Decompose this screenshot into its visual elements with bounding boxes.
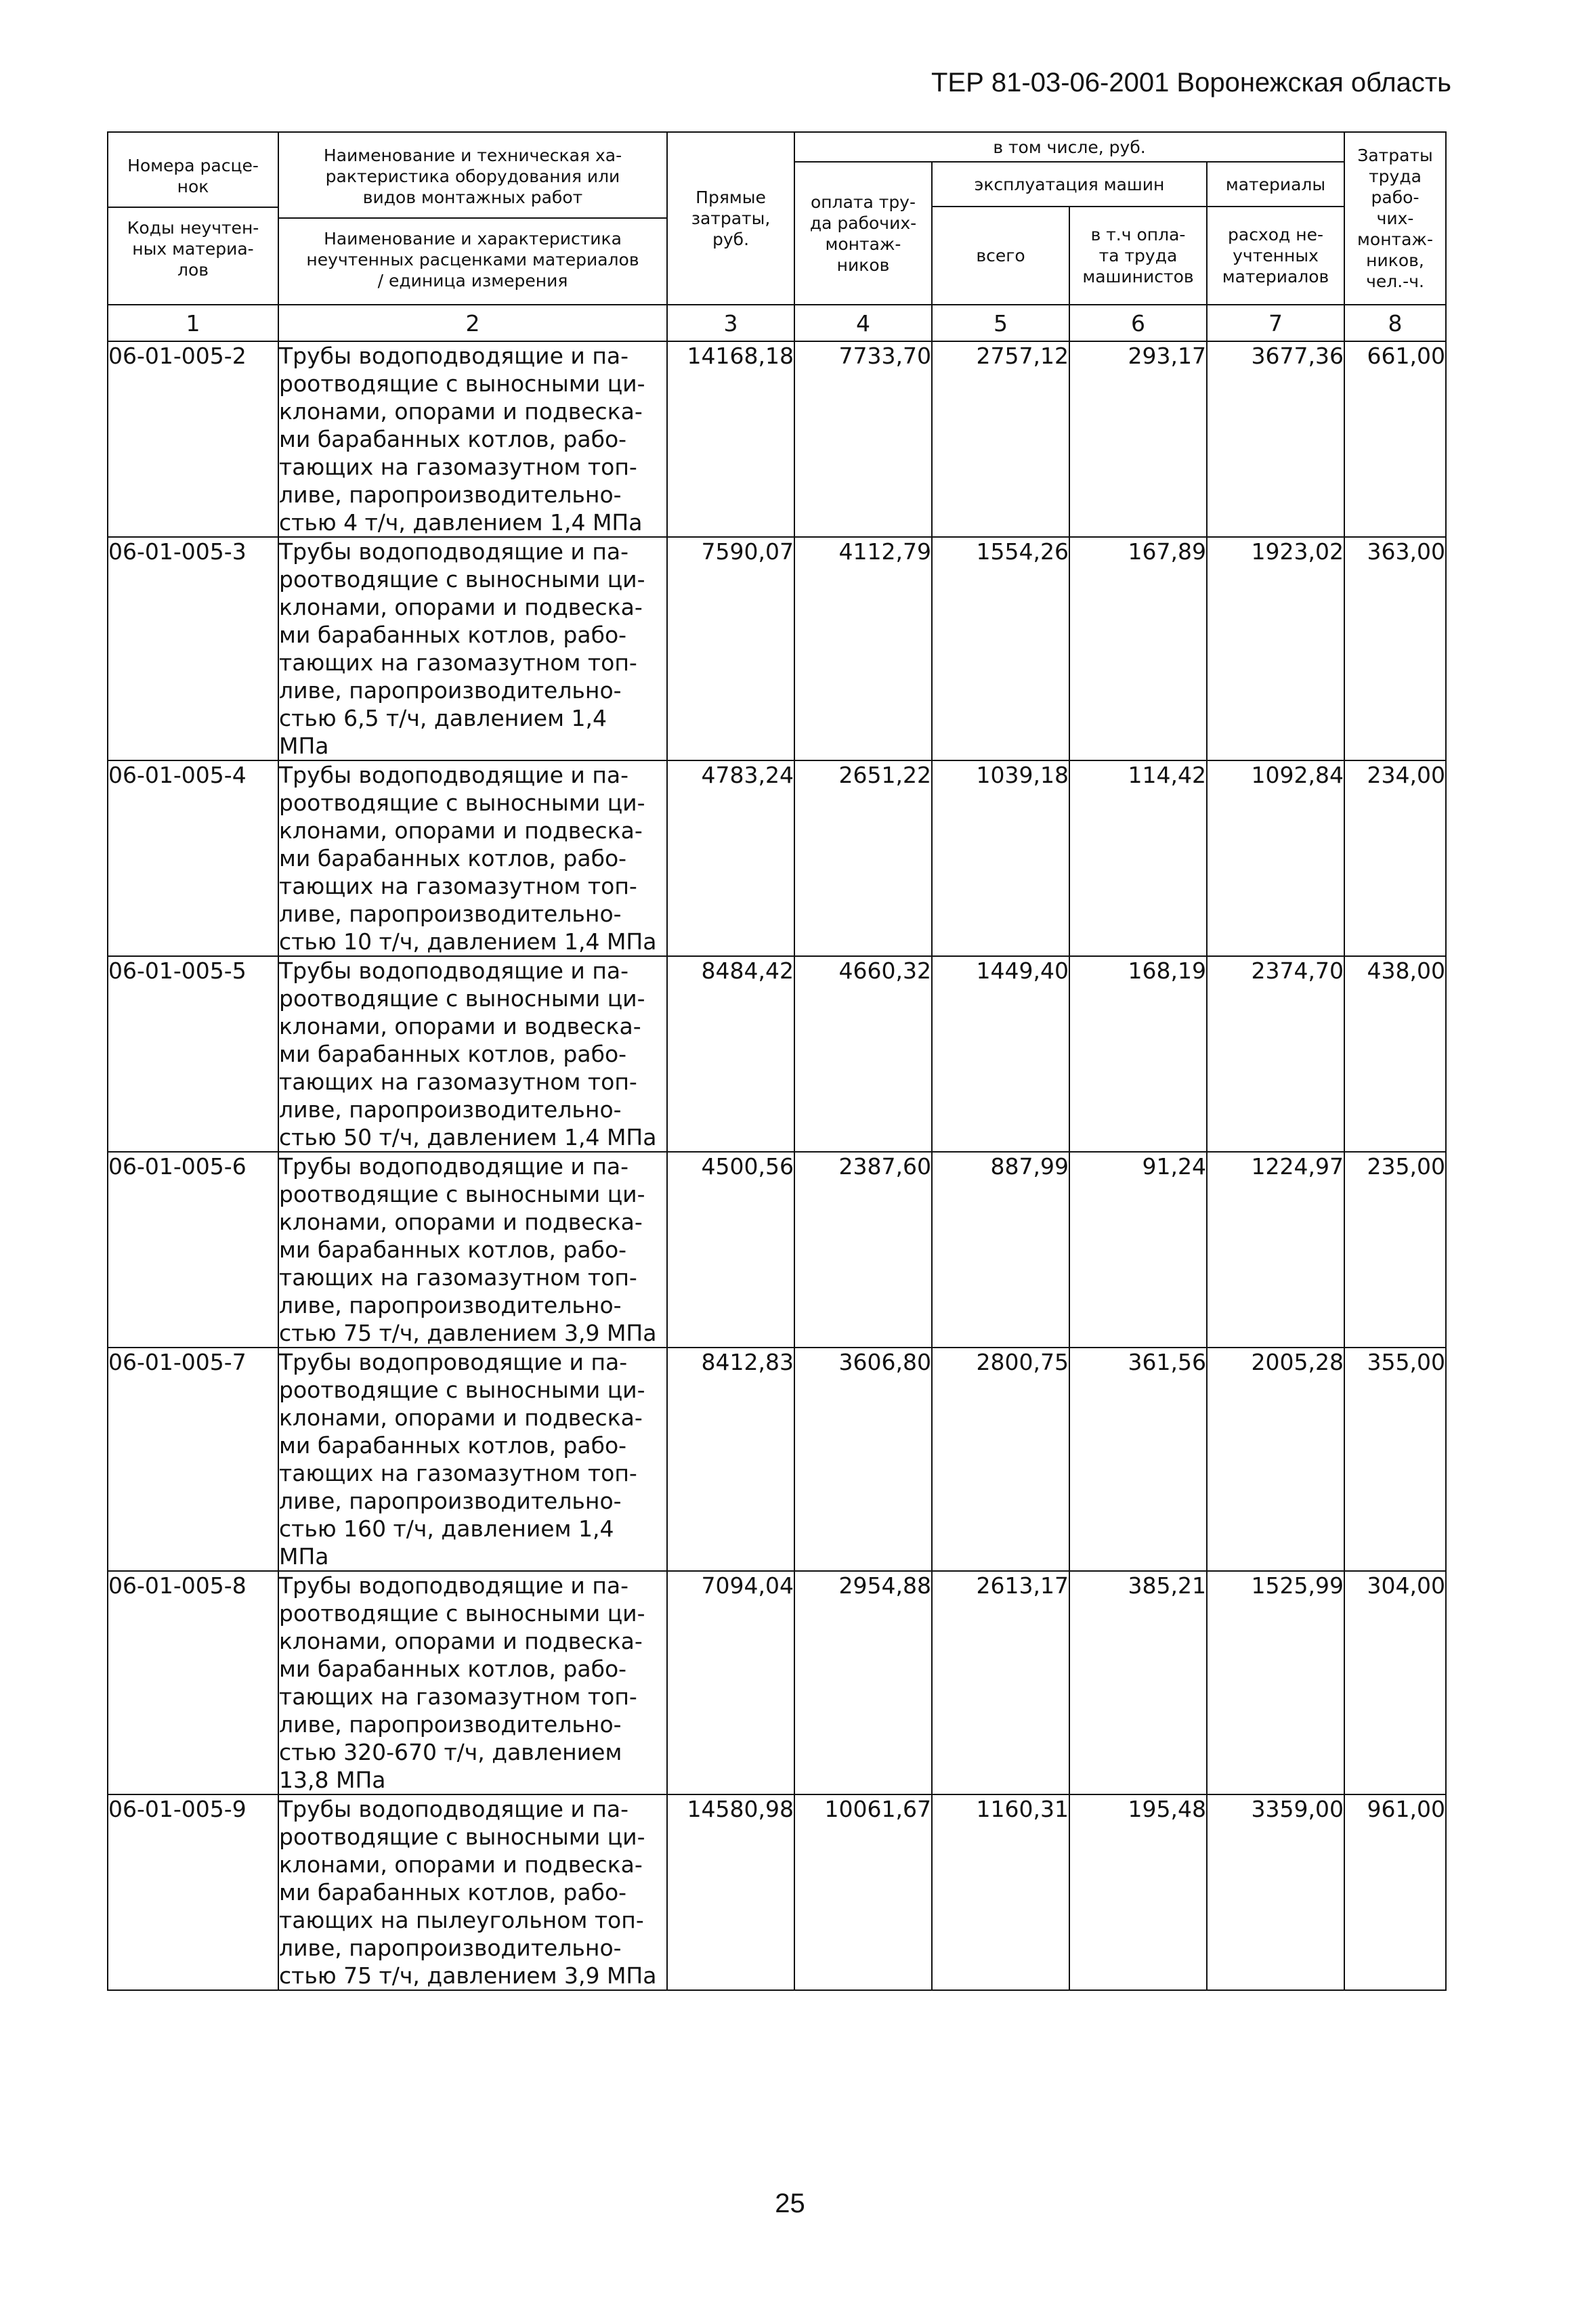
work-description-cell bbox=[278, 537, 667, 760]
description-line: тающих на газомазутном топ- bbox=[279, 649, 637, 676]
header-machinists-pay: в т.ч опла- та труда машинистов bbox=[1069, 207, 1207, 305]
materials-cell: 1092,84 bbox=[1207, 760, 1344, 956]
column-number: 8 bbox=[1344, 305, 1446, 341]
description-line: стью 160 т/ч, давлением 1,4 bbox=[279, 1515, 614, 1542]
direct-costs-cell: 8412,83 bbox=[667, 1348, 794, 1571]
column-number: 4 bbox=[794, 305, 932, 341]
machinists-pay-cell: 168,19 bbox=[1069, 956, 1207, 1152]
machinists-pay-cell: 385,21 bbox=[1069, 1571, 1207, 1794]
description-line: ливе, паропроизводительно- bbox=[279, 1935, 622, 1961]
header-col2-top: Наименование и техническая ха- рактеристика оборудования или видов монтажных работ bbox=[279, 139, 666, 219]
machinists-pay-cell: 114,42 bbox=[1069, 760, 1207, 956]
description-line: клонами, опорами и водвеска- bbox=[279, 1013, 641, 1039]
description-line: Трубы водоподводящие и па- bbox=[279, 538, 629, 565]
description-line: ливе, паропроизводительно- bbox=[279, 1096, 622, 1123]
header-including-group: в том числе, руб. bbox=[794, 132, 1344, 162]
machines-total-cell: 2800,75 bbox=[932, 1348, 1069, 1571]
description-line: роотводящие с выносными ци- bbox=[279, 790, 645, 816]
table-row bbox=[108, 1152, 1446, 1348]
description-line: роотводящие с выносными ци- bbox=[279, 1600, 645, 1627]
description-line: тающих на газомазутном топ- bbox=[279, 1683, 637, 1710]
description-line: роотводящие с выносными ци- bbox=[279, 985, 645, 1012]
table-row bbox=[108, 341, 1446, 537]
rate-code-cell: 06-01-005-3 bbox=[108, 537, 278, 760]
description-line: клонами, опорами и подвеска- bbox=[279, 1209, 643, 1235]
description-line: ми барабанных котлов, рабо- bbox=[279, 1041, 627, 1067]
labor-hours-cell: 363,00 bbox=[1344, 537, 1446, 760]
description-line: тающих на пылеугольном топ- bbox=[279, 1907, 644, 1933]
description-line: ливе, паропроизводительно- bbox=[279, 481, 622, 508]
description-line: клонами, опорами и подвеска- bbox=[279, 817, 643, 844]
description-line: тающих на газомазутном топ- bbox=[279, 454, 637, 480]
machinists-pay-cell: 195,48 bbox=[1069, 1794, 1207, 1990]
description-line: стью 75 т/ч, давлением 3,9 МПа bbox=[279, 1320, 657, 1346]
description-line: ливе, паропроизводительно- bbox=[279, 1488, 622, 1514]
header-col1-top: Номера расце- нок bbox=[108, 150, 278, 208]
labor-pay-cell: 4660,32 bbox=[794, 956, 932, 1152]
labor-pay-cell: 3606,80 bbox=[794, 1348, 932, 1571]
description-line: 13,8 МПа bbox=[279, 1767, 386, 1793]
column-number: 5 bbox=[932, 305, 1069, 341]
table-row bbox=[108, 956, 1446, 1152]
rate-code-cell: 06-01-005-5 bbox=[108, 956, 278, 1152]
description-line: стью 50 т/ч, давлением 1,4 МПа bbox=[279, 1124, 657, 1150]
materials-cell: 3359,00 bbox=[1207, 1794, 1344, 1990]
table-row bbox=[108, 1348, 1446, 1571]
description-line: клонами, опорами и подвеска- bbox=[279, 594, 643, 620]
labor-hours-cell: 235,00 bbox=[1344, 1152, 1446, 1348]
description-line: Трубы водоподводящие и па- bbox=[279, 957, 629, 984]
work-description-cell bbox=[278, 760, 667, 956]
description-line: стью 6,5 т/ч, давлением 1,4 bbox=[279, 705, 607, 731]
machinists-pay-cell: 167,89 bbox=[1069, 537, 1207, 760]
work-description-cell bbox=[278, 1571, 667, 1794]
labor-pay-cell: 4112,79 bbox=[794, 537, 932, 760]
rate-code-cell: 06-01-005-7 bbox=[108, 1348, 278, 1571]
materials-cell: 3677,36 bbox=[1207, 341, 1344, 537]
machines-total-cell: 2613,17 bbox=[932, 1571, 1069, 1794]
labor-hours-cell: 355,00 bbox=[1344, 1348, 1446, 1571]
column-number: 7 bbox=[1207, 305, 1344, 341]
work-description-cell bbox=[278, 1152, 667, 1348]
description-line: тающих на газомазутном топ- bbox=[279, 1069, 637, 1095]
materials-cell: 1224,97 bbox=[1207, 1152, 1344, 1348]
table-row bbox=[108, 760, 1446, 956]
description-line: ми барабанных котлов, рабо- bbox=[279, 622, 627, 648]
work-description-cell bbox=[278, 1794, 667, 1990]
direct-costs-cell: 4783,24 bbox=[667, 760, 794, 956]
table-row bbox=[108, 537, 1446, 760]
machines-total-cell: 887,99 bbox=[932, 1152, 1069, 1348]
description-line: роотводящие с выносными ци- bbox=[279, 1377, 645, 1403]
labor-hours-cell: 438,00 bbox=[1344, 956, 1446, 1152]
page-number: 25 bbox=[775, 2189, 805, 2218]
machinists-pay-cell: 91,24 bbox=[1069, 1152, 1207, 1348]
machines-total-cell: 2757,12 bbox=[932, 341, 1069, 537]
description-line: ливе, паропроизводительно- bbox=[279, 901, 622, 927]
description-line: стью 4 т/ч, давлением 1,4 МПа bbox=[279, 509, 643, 536]
header-unaccounted-materials: расход не- учтенных материалов bbox=[1207, 207, 1344, 305]
labor-pay-cell: 2651,22 bbox=[794, 760, 932, 956]
direct-costs-cell: 14580,98 bbox=[667, 1794, 794, 1990]
description-line: ливе, паропроизводительно- bbox=[279, 1292, 622, 1318]
header-col2-bottom: Наименование и характеристика неучтенных расценками материалов / единица измерения bbox=[306, 228, 639, 290]
rate-code-cell: 06-01-005-4 bbox=[108, 760, 278, 956]
machines-total-cell: 1554,26 bbox=[932, 537, 1069, 760]
rate-code-cell: 06-01-005-2 bbox=[108, 341, 278, 537]
direct-costs-cell: 4500,56 bbox=[667, 1152, 794, 1348]
header-machines-group: эксплуатация машин bbox=[932, 162, 1207, 207]
description-line: стью 320-670 т/ч, давлением bbox=[279, 1739, 622, 1765]
column-number: 2 bbox=[278, 305, 667, 341]
table-row bbox=[108, 1571, 1446, 1794]
document-title: ТЕР 81-03-06-2001 Воронежская область bbox=[931, 68, 1451, 98]
description-line: ми барабанных котлов, рабо- bbox=[279, 1656, 627, 1682]
header-materials-group: материалы bbox=[1207, 162, 1344, 207]
description-line: роотводящие с выносными ци- bbox=[279, 370, 645, 397]
description-line: Трубы водоподводящие и па- bbox=[279, 1153, 629, 1180]
description-line: клонами, опорами и подвеска- bbox=[279, 1628, 643, 1654]
description-line: ми барабанных котлов, рабо- bbox=[279, 845, 627, 872]
description-line: стью 75 т/ч, давлением 3,9 МПа bbox=[279, 1962, 657, 1989]
header-labor-pay: оплата тру- да рабочих- монтаж- ников bbox=[794, 162, 932, 305]
materials-cell: 2005,28 bbox=[1207, 1348, 1344, 1571]
column-number: 1 bbox=[108, 305, 278, 341]
labor-hours-cell: 961,00 bbox=[1344, 1794, 1446, 1990]
header-col1 bbox=[108, 132, 278, 305]
header-col2 bbox=[278, 132, 667, 305]
labor-pay-cell: 7733,70 bbox=[794, 341, 932, 537]
rates-table bbox=[107, 131, 1447, 1991]
description-line: тающих на газомазутном топ- bbox=[279, 873, 637, 899]
description-line: роотводящие с выносными ци- bbox=[279, 1824, 645, 1850]
machines-total-cell: 1039,18 bbox=[932, 760, 1069, 956]
machines-total-cell: 1160,31 bbox=[932, 1794, 1069, 1990]
labor-pay-cell: 2387,60 bbox=[794, 1152, 932, 1348]
description-line: ми барабанных котлов, рабо- bbox=[279, 1236, 627, 1263]
description-line: ливе, паропроизводительно- bbox=[279, 1711, 622, 1738]
description-line: Трубы водоподводящие и па- bbox=[279, 1796, 629, 1822]
rate-code-cell: 06-01-005-8 bbox=[108, 1571, 278, 1794]
rate-code-cell: 06-01-005-9 bbox=[108, 1794, 278, 1990]
description-line: тающих на газомазутном топ- bbox=[279, 1460, 637, 1486]
description-line: Трубы водоподводящие и па- bbox=[279, 762, 629, 788]
materials-cell: 1923,02 bbox=[1207, 537, 1344, 760]
description-line: стью 10 т/ч, давлением 1,4 МПа bbox=[279, 928, 657, 955]
header-machines-total: всего bbox=[932, 207, 1069, 305]
labor-hours-cell: 304,00 bbox=[1344, 1571, 1446, 1794]
description-line: МПа bbox=[279, 1543, 329, 1570]
description-line: ливе, паропроизводительно- bbox=[279, 677, 622, 704]
materials-cell: 1525,99 bbox=[1207, 1571, 1344, 1794]
direct-costs-cell: 7094,04 bbox=[667, 1571, 794, 1794]
description-line: клонами, опорами и подвеска- bbox=[279, 1404, 643, 1431]
direct-costs-cell: 14168,18 bbox=[667, 341, 794, 537]
description-line: клонами, опорами и подвеска- bbox=[279, 398, 643, 425]
header-labor-hours: Затраты труда рабо- чих- монтаж- ников, чел.-ч. bbox=[1344, 132, 1446, 305]
description-line: Трубы водоподводящие и па- bbox=[279, 343, 629, 369]
header-direct-costs: Прямые затраты, руб. bbox=[667, 132, 794, 305]
direct-costs-cell: 7590,07 bbox=[667, 537, 794, 760]
description-line: Трубы водоподводящие и па- bbox=[279, 1572, 629, 1599]
machinists-pay-cell: 293,17 bbox=[1069, 341, 1207, 537]
labor-pay-cell: 2954,88 bbox=[794, 1571, 932, 1794]
direct-costs-cell: 8484,42 bbox=[667, 956, 794, 1152]
description-line: Трубы водопроводящие и па- bbox=[279, 1349, 628, 1375]
column-numbers-row bbox=[108, 305, 1446, 341]
materials-cell: 2374,70 bbox=[1207, 956, 1344, 1152]
column-number: 3 bbox=[667, 305, 794, 341]
column-number: 6 bbox=[1069, 305, 1207, 341]
work-description-cell bbox=[278, 956, 667, 1152]
machines-total-cell: 1449,40 bbox=[932, 956, 1069, 1152]
header-col1-bottom: Коды неучтен- ных материа- лов bbox=[127, 218, 259, 280]
rate-code-cell: 06-01-005-6 bbox=[108, 1152, 278, 1348]
description-line: тающих на газомазутном топ- bbox=[279, 1264, 637, 1291]
work-description-cell bbox=[278, 1348, 667, 1571]
description-line: ми барабанных котлов, рабо- bbox=[279, 1879, 627, 1906]
description-line: роотводящие с выносными ци- bbox=[279, 566, 645, 593]
labor-hours-cell: 661,00 bbox=[1344, 341, 1446, 537]
labor-pay-cell: 10061,67 bbox=[794, 1794, 932, 1990]
description-line: ми барабанных котлов, рабо- bbox=[279, 426, 627, 452]
description-line: ми барабанных котлов, рабо- bbox=[279, 1432, 627, 1459]
labor-hours-cell: 234,00 bbox=[1344, 760, 1446, 956]
description-line: МПа bbox=[279, 733, 329, 759]
machinists-pay-cell: 361,56 bbox=[1069, 1348, 1207, 1571]
description-line: клонами, опорами и подвеска- bbox=[279, 1851, 643, 1878]
table-row bbox=[108, 1794, 1446, 1990]
description-line: роотводящие с выносными ци- bbox=[279, 1181, 645, 1207]
work-description-cell bbox=[278, 341, 667, 537]
